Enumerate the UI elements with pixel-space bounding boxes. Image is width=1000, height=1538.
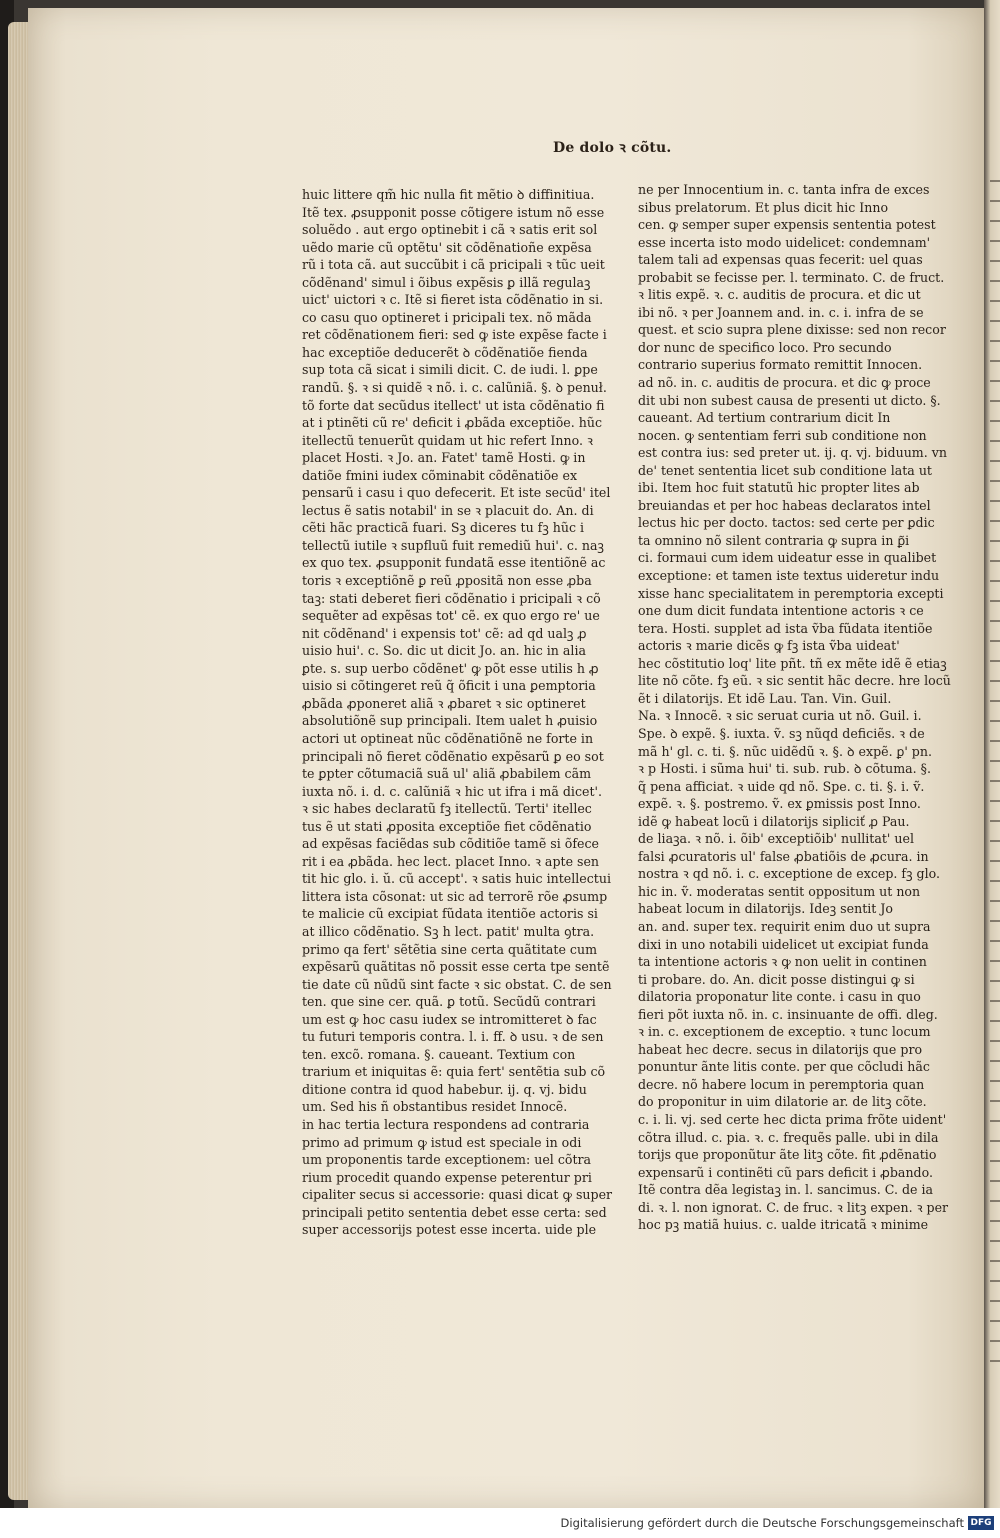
text-line: sibus prelatorum. Et plus dicit hic Inno: [638, 199, 889, 215]
text-line: rium procedit quando expense peterentur pri: [302, 1169, 592, 1185]
text-line: ponuntur ãnte litis conte. per que cõcludi hãc: [638, 1059, 930, 1075]
footer-credit: Digitalisierung gefördert durch die Deutsche Forschungsgemeinschaft: [560, 1516, 964, 1530]
text-line: te ꝑpter cõtumaciã suã ul' aliã ꝓbabilem cãm: [302, 766, 592, 782]
text-line: do proponitur in uim dilatorie ar. de litꝫ cõte.: [638, 1094, 927, 1110]
text-line: habeat locum in dilatorijs. Ideꝫ sentit Jo: [638, 901, 893, 917]
text-line: xisse hanc specialitatem in peremptoria excepti: [638, 585, 944, 601]
text-line: dilatoria proponatur lite conte. i casu in quo: [638, 989, 921, 1005]
text-line: probabit se fecisse per. l. terminato. C. de fruct.: [638, 269, 945, 285]
text-line: tus ẽ ut stati ꝓposita exceptiõe fiet cõdẽnatio: [302, 818, 592, 834]
facing-page-text-fragment: [990, 180, 1000, 1380]
text-line: uẽdo marie cũ optẽtu' sit cõdẽnatioñe expẽsa: [302, 239, 592, 255]
text-line: co casu quo optineret i pricipali tex. nõ mãda: [302, 309, 592, 325]
text-line: torijs que proponũtur ãte litꝫ cõte. fit ꝓdẽnatio: [638, 1147, 937, 1163]
text-line: ret cõdẽnationem fieri: sed ꝙ iste expẽse facte i: [302, 327, 607, 343]
text-line: itellectũ tenuerũt quidam ut hic refert Inno. ꝛ: [302, 432, 593, 448]
text-line: an. and. super tex. requirit enim duo ut supra: [638, 918, 931, 934]
text-line: toris ꝛ exceptiõnẽ ꝑ reũ ꝓpositã non esse ꝓba: [302, 573, 592, 589]
text-line: primo ad primum ꝙ istud est speciale in odi: [302, 1134, 582, 1150]
text-line: uisio si cõtingeret reũ q̃ õficit i una ꝑemptoria: [302, 678, 596, 694]
text-line: soluẽdo . aut ergo optinebit i cã ꝛ satis erit sol: [302, 222, 598, 238]
text-line: uisio hui'. c. So. dic ut dicit Jo. an. hic in alia: [302, 643, 586, 659]
text-line: idẽ ꝙ habeat locũ i dilatorijs sipliciť ꝓ Pau.: [638, 813, 910, 829]
text-line: tie date cũ nũdũ sint facte ꝛ sic obstat. C. de sen: [302, 976, 612, 992]
text-line: sequẽter ad expẽsas tot' cẽ. ex quo ergo re' ue: [302, 608, 600, 624]
text-line: tu futuri temporis contra. l. i. ff. ꝺ usu. ꝛ de sen: [302, 1029, 604, 1045]
text-line: ex quo tex. ꝓsupponit fundatã esse itentiõnẽ ac: [302, 555, 606, 571]
text-line: esse incerta isto modo uidelicet: condemnam': [638, 234, 931, 250]
text-line: rit i ea ꝓbãda. hec lect. placet Inno. ꝛ apte sen: [302, 853, 600, 869]
text-line: habeat hec decre. secus in dilatorijs que pro: [638, 1041, 923, 1057]
text-line: pensarũ i casu i quo defecerit. Et iste secũd' itel: [302, 485, 611, 501]
text-line: breuiandas et per hoc habeas declaratos intel: [638, 497, 931, 513]
left-text-column: [302, 186, 613, 1239]
text-line: ꝛ sic habes declaratũ fꝫ itellectũ. Terti' itellec: [302, 801, 592, 817]
text-line: principali petito sententia debet esse certa: sed: [302, 1204, 607, 1220]
text-line: datiõe fmini iudex cõminabit cõdẽnatiõe ex: [302, 467, 578, 483]
text-line: lectus ẽ satis notabil' in se ꝛ placuit do. An. di: [302, 502, 594, 518]
text-line: ẽt i dilatorijs. Et idẽ Lau. Tan. Vin. Guil.: [638, 690, 892, 706]
text-line: cẽti hãc practicã fuari. Sꝫ diceres tu fꝫ hũc i: [302, 520, 585, 536]
text-line: iuxta nõ. i. d. c. calũniã ꝛ hic ut ifra i mã dicet'.: [302, 783, 602, 799]
text-line: tera. Hosti. supplet ad ista ṽba fũdata itentiõe: [638, 620, 933, 636]
text-line: decre. nõ habere locum in peremptoria quan: [638, 1076, 925, 1092]
running-head: De dolo ꝛ cõtu.: [553, 140, 672, 156]
footer-bar: [0, 1508, 1000, 1538]
text-line: at i ptinẽti cũ re' deficit i ꝓbãda exceptiõe. hũc: [302, 415, 603, 431]
text-line: nocen. ꝙ sententiam ferri sub conditione non: [638, 427, 927, 443]
text-line: huic littere qm̃ hic nulla fit mẽtio ꝺ diffinitiua.: [302, 187, 595, 202]
text-line: tõ forte dat secũdus itellect' ut ista cõdẽnatio fi: [302, 397, 605, 413]
text-line: ten. que sine cer. quã. ꝑ totũ. Secũdũ contrari: [302, 994, 596, 1010]
text-line: Na. ꝛ Innocẽ. ꝛ sic seruat curia ut nõ. Guil. i.: [638, 708, 922, 724]
text-line: contrario superius formato remittit Innocen.: [638, 357, 923, 373]
text-line: ꝓbãda ꝓponeret aliã ꝛ ꝓbaret ꝛ sic optineret: [302, 695, 586, 711]
facing-page-edge: [984, 0, 1000, 1538]
text-line: dixi in uno notabili uidelicet ut excipiat funda: [638, 936, 929, 952]
text-line: sup tota cã sicat i simili dicit. C. de iudi. l. ꝑpe: [302, 362, 598, 378]
text-line: q̃ pena afficiat. ꝛ uide qd nõ. Spe. c. ti. §. i. ṽ.: [638, 778, 925, 794]
text-line: actori ut optineat nũc cõdẽnatiõnẽ ne forte in: [302, 730, 594, 746]
text-line: Itẽ tex. ꝓsupponit posse cõtigere istum nõ esse: [302, 204, 605, 220]
text-line: dit ubi non subest causa de presenti ut dicto. §.: [638, 392, 941, 408]
text-line: expensarũ i continẽti cũ pars deficit i ꝓbando.: [638, 1164, 933, 1180]
text-line: um est ꝙ hoc casu iudex se intromitteret ꝺ fac: [302, 1011, 597, 1027]
text-line: nostra ꝛ qd nõ. i. c. exceptione de excep. fꝫ glo.: [638, 866, 940, 882]
text-line: c. i. li. vj. sed certe hec dicta prima frõte uident': [638, 1111, 947, 1127]
text-line: hoc pꝫ matiã huius. c. ualde itricatã ꝛ minime: [638, 1217, 929, 1233]
text-line: lite nõ cõte. fꝫ eũ. ꝛ sic sentit hãc decre. hre locũ: [638, 673, 951, 689]
text-line: rũ i tota cã. aut succũbit i cã pricipali ꝛ tũc ueit: [302, 257, 605, 273]
text-line: ten. excõ. romana. §. caueant. Textium con: [302, 1046, 576, 1062]
text-line: expẽsarũ quãtitas nõ possit esse certa tpe sentẽ: [302, 959, 610, 975]
text-line: principali nõ fieret cõdẽnatio expẽsarũ ꝑ eo sot: [302, 748, 604, 764]
text-line: tit hic glo. i. ŭ. cũ accept'. ꝛ satis huic intellectui: [302, 871, 612, 887]
text-line: hec cõstitutio loq' lite pñt. tñ ex mẽte idẽ ẽ etiaꝫ: [638, 655, 947, 671]
text-line: fieri põt iuxta nõ. in. c. insinuante de offi. dleg.: [638, 1006, 938, 1022]
text-line: um proponentis tarde exceptionem: uel cõtra: [302, 1152, 592, 1168]
text-line: expẽ. ꝛ. §. postremo. ṽ. ex ꝑmissis post Inno.: [638, 796, 921, 812]
text-line: ta intentione actoris ꝛ ꝙ non uelit in continen: [638, 954, 927, 970]
text-line: talem tali ad expensas quas fecerit: uel quas: [638, 252, 923, 268]
text-line: uict' uictori ꝛ c. Itẽ si fieret ista cõdẽnatio in si.: [302, 292, 604, 308]
text-line: ne per Innocentium in. c. tanta infra de exces: [638, 182, 930, 197]
text-line: ci. formaui cum idem uideatur esse in qualibet: [638, 550, 937, 566]
text-line: falsi ꝓcuratoris ul' false ꝓbatiõis de ꝓcura. in: [638, 848, 929, 864]
text-line: te malicie cũ excipiat fũdata itentiõe actoris si: [302, 906, 598, 922]
right-text-column: [638, 181, 951, 1234]
dfg-logo: DFG: [968, 1516, 994, 1530]
text-line: super accessorijs potest esse incerta. uide ple: [302, 1222, 597, 1238]
text-line: hac exceptiõe deducerẽt ꝺ cõdẽnatiõe fienda: [302, 344, 588, 360]
text-line: hic in. ṽ. moderatas sentit oppositum ut non: [638, 883, 921, 899]
text-line: ta omnino nõ silent contraria ꝙ supra in ꝑ̃i: [638, 532, 910, 548]
text-line: ibi nõ. ꝛ per Joannem and. in. c. i. infra de se: [638, 304, 924, 320]
text-line: one dum dicit fundata intentione actoris ꝛ ce: [638, 603, 924, 619]
text-line: placet Hosti. ꝛ Jo. an. Fatet' tamẽ Hosti. ꝙ in: [302, 450, 586, 466]
text-line: tellectũ iutile ꝛ supfluũ fuit remediũ hui'. c. naꝫ: [302, 537, 604, 553]
text-line: in hac tertia lectura respondens ad contraria: [302, 1116, 590, 1132]
text-line: Spe. ꝺ expẽ. §. iuxta. ṽ. sꝫ nũqd deficiẽs. ꝛ de: [638, 725, 925, 741]
text-line: mã h' gl. c. ti. §. nũc uidẽdũ ꝛ. §. ꝺ expẽ. ꝑ' pn.: [638, 743, 932, 759]
text-line: randũ. §. ꝛ si quidẽ ꝛ nõ. i. c. calũniã. §. ꝺ penuł.: [302, 380, 607, 396]
text-line: de' tenet sententia licet sub conditione lata ut: [638, 462, 932, 478]
text-line: taꝫ: stati deberet fieri cõdẽnatio i pricipali ꝛ cõ: [302, 590, 601, 606]
text-line: cipaliter secus si accessorie: quasi dicat ꝙ super: [302, 1187, 613, 1203]
text-line: ꝑte. s. sup uerbo cõdẽnet' ꝙ põt esse utilis h ꝓ: [302, 660, 599, 676]
text-line: cõdẽnand' simul i õibus expẽsis ꝑ illã regulaꝫ: [302, 274, 591, 290]
text-line: actoris ꝛ marie dicẽs ꝙ fꝫ ista ṽba uideat': [638, 638, 900, 654]
text-line: ad nõ. in. c. auditis de procura. et dic ꝙ proce: [638, 375, 931, 391]
text-line: primo qa fert' sẽtẽtia sine certa quãtitate cum: [302, 941, 598, 957]
text-line: est contra ius: sed preter ut. ij. q. vj. biduum. vn: [638, 445, 947, 461]
text-line: um. Sed his ñ obstantibus residet Innocẽ.: [302, 1099, 568, 1115]
text-line: di. ꝛ. l. non ignorat. C. de fruc. ꝛ litꝫ expen. ꝛ per: [638, 1199, 949, 1215]
text-line: Itẽ contra dẽa legistaꝫ in. l. sancimus. C. de ia: [638, 1182, 934, 1198]
text-line: ibi. Item hoc fuit statutũ hic propter lites ab: [638, 480, 920, 496]
text-line: ditione contra id quod habebur. ij. q. vj. bidu: [302, 1081, 587, 1097]
text-line: quest. et scio supra plene dixisse: sed non recor: [638, 322, 946, 338]
text-line: littera ista cõsonat: ut sic ad terrorẽ rõe ꝓsump: [302, 888, 608, 904]
text-line: lectus hic per docto. tactos: sed certe per ꝑdic: [638, 515, 935, 531]
text-line: at illico cõdẽnatio. Sꝫ h lect. patit' multa ꝯtra.: [302, 923, 595, 939]
text-line: de liaꝫa. ꝛ nõ. i. õib' exceptiõib' nullitat' uel: [638, 831, 914, 847]
text-line: caueant. Ad tertium contrarium dicit In: [638, 410, 891, 426]
text-line: dor nunc de specifico loco. Pro secundo: [638, 339, 892, 355]
text-line: ꝛ p Hosti. i sũma hui' ti. sub. rub. ꝺ cõtuma. §.: [638, 761, 931, 777]
text-line: trarium et iniquitas ẽ: quia fert' sentẽtia sub cõ: [302, 1064, 606, 1080]
text-line: ꝛ in. c. exceptionem de exceptio. ꝛ tunc locum: [638, 1024, 931, 1040]
text-line: nit cõdẽnand' i expensis tot' cẽ: ad qd ualꝫ ꝓ: [302, 625, 587, 641]
text-line: ꝛ litis expẽ. ꝛ. c. auditis de procura. et dic ut: [638, 287, 921, 303]
text-line: ad expẽsas faciẽdas sub cõditiõe tamẽ si õfece: [302, 836, 599, 852]
text-line: cõtra illud. c. pia. ꝛ. c. frequẽs palle. ubi in dila: [638, 1129, 939, 1145]
text-line: ti probare. do. An. dicit posse distingui ꝙ si: [638, 971, 915, 987]
text-line: exceptione: et tamen iste textus uideretur indu: [638, 568, 940, 584]
text-line: absolutiõnẽ sup principali. Item ualet h ꝓuisio: [302, 713, 598, 729]
text-line: cen. ꝙ semper super expensis sententia potest: [638, 217, 936, 233]
